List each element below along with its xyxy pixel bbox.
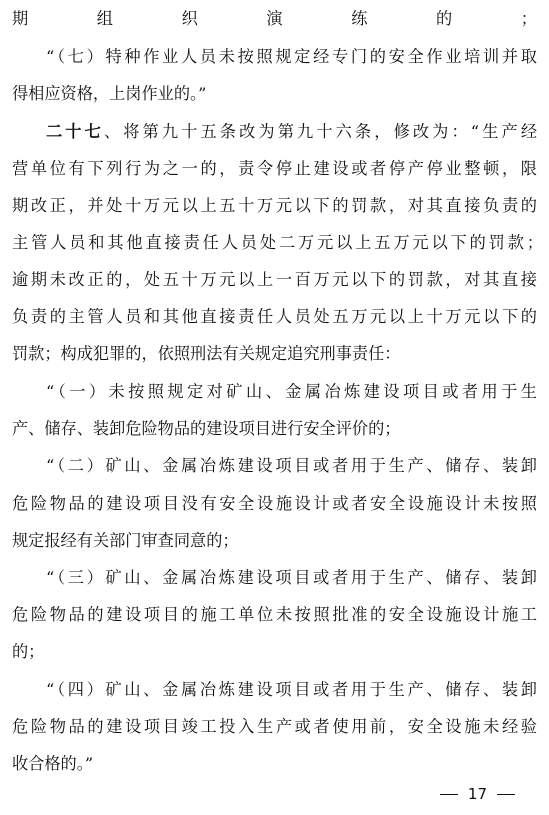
line-2-text: “（七）特种作业人员未按照规定经专门的安全作业培训并取	[46, 47, 537, 66]
line-21-text: 收合格的。”	[12, 754, 94, 773]
text-line-5	[0, 155, 549, 183]
line-12-text: 产、储存、装卸危险物品的建设项目进行安全评价的；	[12, 419, 401, 438]
line-19-text: “（四）矿山、金属冶炼建设项目或者用于生产、储存、装卸	[46, 680, 537, 699]
line-16-text: “（三）矿山、金属冶炼建设项目或者用于生产、储存、装卸	[46, 568, 537, 587]
text-line-21	[0, 750, 549, 778]
article-number-27: 二十七	[46, 122, 104, 141]
line-10-text: 罚款；构成犯罪的，依照刑法有关规定追究刑事责任：	[12, 344, 401, 363]
text-line-1	[0, 5, 549, 33]
text-line-8	[0, 266, 549, 294]
line-14-text: 危险物品的建设项目没有安全设施设计或者安全设施设计未按照	[12, 494, 537, 513]
text-line-18	[0, 638, 549, 666]
page-number-value: 17	[467, 785, 487, 803]
text-line-6	[0, 192, 549, 220]
line-8-text: 逾期未改正的，处五十万元以上一百万元以下的罚款，对其直接	[12, 270, 537, 289]
text-line-20	[0, 713, 549, 741]
line-20-text: 危险物品的建设项目竣工投入生产或者使用前，安全设施未经验	[12, 717, 537, 736]
line-7-text: 主管人员和其他直接责任人员处二万元以上五万元以下的罚款；	[12, 233, 543, 252]
line-3-text: 得相应资格，上岗作业的。”	[12, 84, 207, 103]
text-line-14	[0, 490, 549, 518]
text-line-7	[0, 229, 549, 257]
line-13-text: “（二）矿山、金属冶炼建设项目或者用于生产、储存、装卸	[46, 456, 537, 475]
text-line-4	[0, 118, 549, 146]
text-line-11	[0, 378, 549, 406]
line-18-text: 的；	[12, 642, 45, 661]
page-number-left-dash	[440, 794, 458, 795]
text-line-9	[0, 303, 549, 331]
text-line-13	[0, 452, 549, 480]
text-line-10	[0, 340, 549, 368]
line-15-text: 规定报经有关部门审查同意的；	[12, 531, 239, 550]
page-number-right-dash	[497, 794, 515, 795]
text-line-15	[0, 527, 549, 555]
text-line-3	[0, 80, 549, 108]
text-line-19	[0, 676, 549, 704]
text-line-16	[0, 564, 549, 592]
line-17-text: 危险物品的建设项目的施工单位未按照批准的安全设施设计施工	[12, 605, 537, 624]
text-line-17	[0, 601, 549, 629]
line-1-text: 期组织演练的；	[12, 9, 537, 28]
line-6-text: 期改正，并处十万元以上五十万元以下的罚款，对其直接负责的	[12, 196, 537, 215]
line-9-text: 负责的主管人员和其他直接责任人员处五万元以上十万元以下的	[12, 307, 537, 326]
line-11-text: “（一）未按照规定对矿山、金属冶炼建设项目或者用于生	[46, 382, 537, 401]
line-5-text: 营单位有下列行为之一的，责令停止建设或者停产停业整顿，限	[12, 159, 537, 178]
line-4-text: 、将第九十五条改为第九十六条，修改为：“生产经	[103, 122, 538, 141]
text-line-2	[0, 43, 549, 71]
page-number	[405, 784, 525, 804]
text-line-12	[0, 415, 549, 443]
